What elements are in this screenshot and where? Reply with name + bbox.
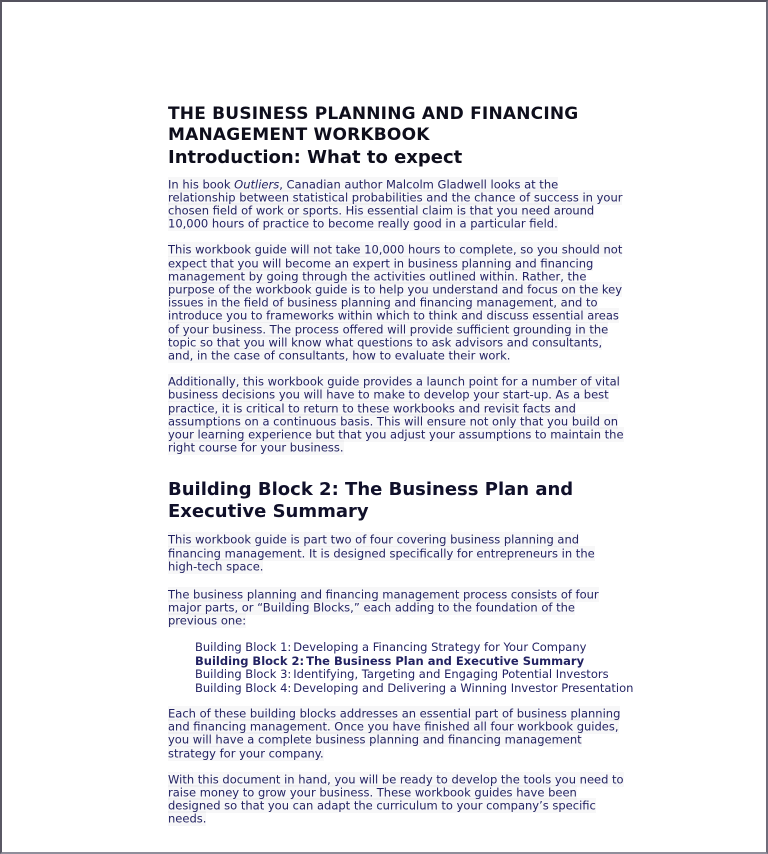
section-paragraph-3-text: Each of these building blocks addresses an essential part of business planning and financing management. Once you have finished all four workbook guides, you will have a complete business planning and financing management strategy for your company. [168, 706, 621, 761]
building-block-list-item-1 [195, 641, 626, 655]
building-block-4-label: Building Block 4: [195, 680, 292, 695]
intro-paragraph-2-text: This workbook guide will not take 10,000 hours to complete, so you should not expect that you will become an expert in business planning and financing management by going through the activities outlined within. Rather, the purpose of the workbook guide is to help you understand and focus on the key issues in the field of business planning and financing management, and to introduce you to frameworks within which to think and discuss essential areas of your business. The process offered will provide sufficient grounding in the topic so that you will know what questions to ask advisors and consultants, and, in the case of consultants, how to evaluate their work. [168, 242, 623, 363]
building-block-4-title: Developing and Delivering a Winning Investor Presentation [293, 680, 634, 695]
building-block-list-item-4 [195, 680, 634, 696]
building-block-2-title: The Business Plan and Executive Summary [306, 653, 585, 668]
building-block-3-title: Identifying, Targeting and Engaging Potential Investors [293, 667, 609, 682]
building-block-1-label: Building Block 1: [195, 640, 292, 655]
section-paragraph-4 [168, 773, 626, 826]
intro-paragraph-3 [168, 376, 626, 455]
intro-p1-after: , Canadian author Malcolm Gladwell looks at the relationship between statistical probabilities and the chance of success in your chosen field of work or sports. His essential claim is that you need around 10,000 hours of practice to become really good in a particular field. [168, 177, 623, 231]
book-title-outliers: Outliers [234, 177, 280, 191]
building-block-list-item-3 [195, 668, 626, 682]
document-title [168, 104, 626, 146]
building-block-3-label: Building Block 3: [195, 667, 292, 682]
building-block-list-item-2 [195, 655, 626, 669]
building-block-2-heading [168, 479, 626, 523]
document-content [168, 104, 634, 826]
intro-paragraph-3-text: Additionally, this workbook guide provides a launch point for a number of vital business decisions you will have to make to develop your start-up. As a best practice, it is critical to return to these workbooks and revisit facts and assumptions on a continuous basis. This will ensure not only that you build on your learning experience but that you adjust your assumptions to maintain the right course for your business. [168, 374, 624, 455]
intro-section-heading: Introduction: What to expect [168, 147, 463, 168]
building-block-2-heading-line2: Executive Summary [168, 500, 369, 522]
intro-paragraph-1 [168, 178, 626, 231]
section-paragraph-2 [168, 588, 626, 628]
document-title-line1: THE BUSINESS PLANNING AND FINANCING [168, 104, 579, 124]
section-paragraph-1 [168, 534, 626, 574]
intro-p1-before: In his book [168, 177, 235, 191]
intro-paragraph-2 [168, 244, 626, 363]
section-paragraph-4-text: With this document in hand, you will be ready to develop the tools you need to raise money to grow your business. These workbook guides have been designed so that you can adapt the curriculum to your company’s specific needs. [168, 772, 624, 826]
building-block-1-title: Developing a Financing Strategy for Your Company [293, 640, 587, 655]
building-block-2-label: Building Block 2: [195, 653, 305, 668]
document-title-line2: MANAGEMENT WORKBOOK [168, 125, 430, 145]
building-block-2-heading-line1: Building Block 2: The Business Plan and [168, 478, 574, 500]
intro-paragraph-1-text [168, 177, 622, 232]
section-paragraph-2-text: The business planning and financing management process consists of four major parts, or “Building Blocks,” each adding to the foundation of the previous one: [168, 587, 599, 628]
section-paragraph-1-text: This workbook guide is part two of four covering business planning and financing management. It is designed specifically for entrepreneurs in the high-tech space. [168, 532, 595, 574]
building-blocks-list [195, 640, 634, 695]
section-paragraph-3 [168, 707, 626, 760]
